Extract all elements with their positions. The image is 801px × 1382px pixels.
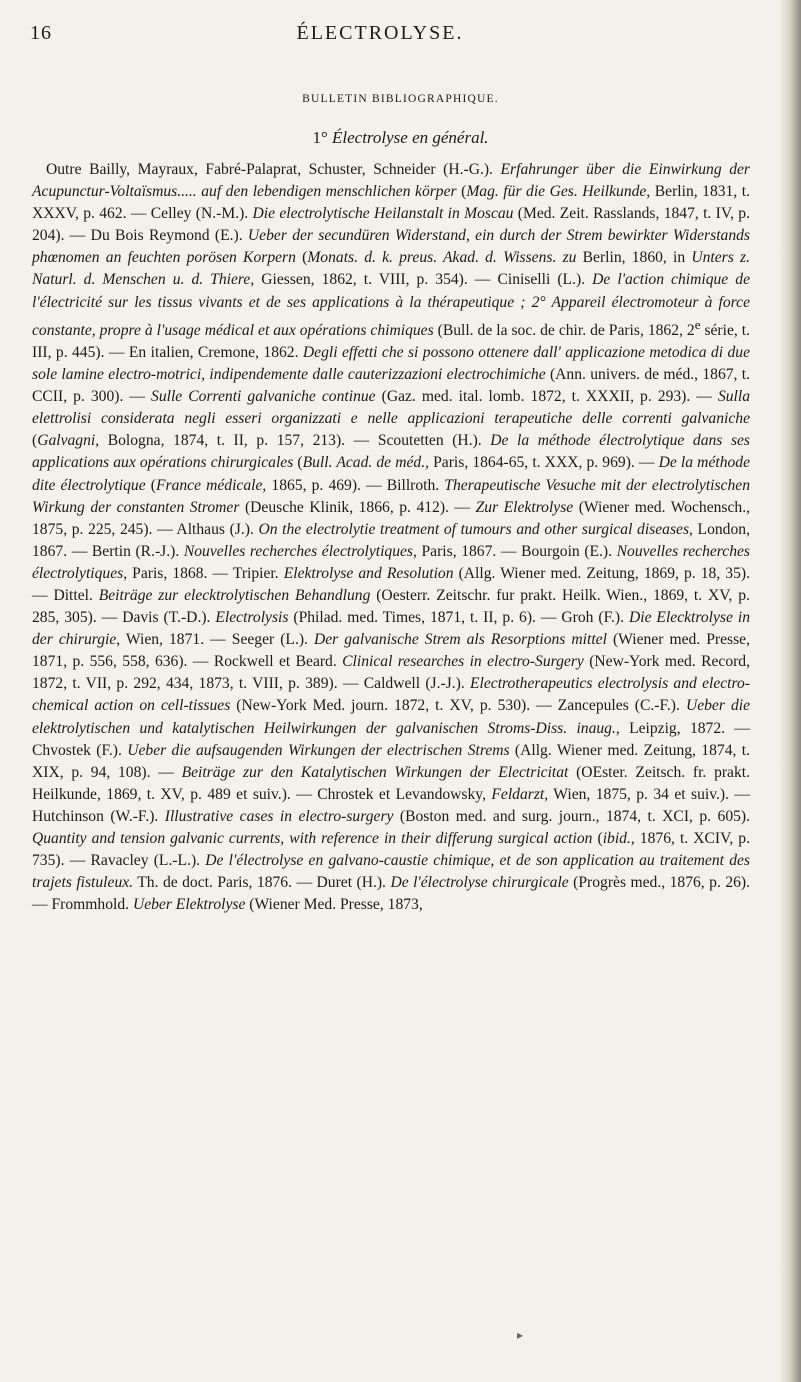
running-title: ÉLECTROLYSE. bbox=[296, 22, 464, 44]
page-number: 16 bbox=[30, 22, 52, 44]
subsection-heading bbox=[0, 128, 801, 148]
ink-speck: ▸ bbox=[517, 1328, 524, 1342]
page-header bbox=[30, 22, 730, 46]
subsection-title: Électrolyse en général. bbox=[332, 128, 489, 147]
bibliography-paragraph: Outre Bailly, Mayraux, Fabré-Palaprat, Schuster, Schneider (H.-G.). Erfahrunger über die Einwirkung der Acupunctur-Voltaïsmus..... auf den lebendigen menschlichen körper (Mag. für die Ges. Heilkunde, Berlin, 1831, t. XXXV, p. 462. — Celley (N.-M.). Die electrolytische Heilanstalt in Moscau (Med. Zeit. Rasslands, 1847, t. IV, p. 204). — Du Bois Reymond (E.). Ueber der secundüren Widerstand, ein durch der Strem bewirkter Widerstands phœnomen an feuchten porösen Korpern (Monats. d. k. preus. Akad. d. Wissens. zu Berlin, 1860, in Unters z. Naturl. d. Menschen u. d. Thiere, Giessen, 1862, t. VIII, p. 354). — Ciniselli (L.). De l'action chimique de l'électricité sur les tissus vivants et de ses applications à la thérapeutique ; 2° Appareil électromoteur à force constante, propre à l'usage médical et aux opérations chimiques (Bull. de la soc. de chir. de Paris, 1862, 2e série, t. III, p. 445). — En italien, Cremone, 1862. Degli effetti che si possono ottenere dall' applicazione metodica di due sole lamine electro-motrici, indipendemente dalle cauterizzazioni electrochimiche (Ann. univers. de méd., 1867, t. CCII, p. 300). — Sulle Correnti galvaniche continue (Gaz. med. ital. lomb. 1872, t. XXXII, p. 293). — Sulla elettrolisi considerata negli esseri organizzati e nelle applicazioni terapeutiche delle correnti galvaniche (Galvagni, Bologna, 1874, t. II, p. 157, 213). — Scoutetten (H.). De la méthode électrolytique dans ses applications aux opérations chirurgicales (Bull. Acad. de méd., Paris, 1864-65, t. XXX, p. 969). — De la méthode dite électrolytique (France médicale, 1865, p. 469). — Billroth. Therapeutische Vesuche mit der electrolytischen Wirkung der constanten Stromer (Deusche Klinik, 1866, p. 412). — Zur Elektrolyse (Wiener med. Wochensch., 1875, p. 225, 245). — Althaus (J.). On the electrolytie treatment of tumours and other surgical diseases, London, 1867. — Bertin (R.-J.). Nouvelles recherches électrolytiques, Paris, 1867. — Bourgoin (E.). Nouvelles recherches électrolytiques, Paris, 1868. — Tripier. Elektrolyse and Resolution (Allg. Wiener med. Zeitung, 1869, p. 18, 35). — Dittel. Beiträge zur elecktrolytischen Behandlung (Oesterr. Zeitschr. fur prakt. Heilk. Wien., 1869, t. XV, p. 285, 305). — Davis (T.-D.). Electrolysis (Philad. med. Times, 1871, t. II, p. 6). — Groh (F.). Die Elecktrolyse in der chirurgie, Wien, 1871. — Seeger (L.). Der galvanische Strem als Resorptions mittel (Wiener med. Presse, 1871, p. 556, 558, 636). — Rockwell et Beard. Clinical researches in electro-Surgery (New-York med. Record, 1872, t. VII, p. 292, 434, 1873, t. VIII, p. 389). — Caldwell (J.-J.). Electrotherapeutics electrolysis and electro-chemical action on cell-tissues (New-York Med. journ. 1872, t. XV, p. 530). — Zancepules (C.-F.). Ueber die elektrolytischen und katalytischen Heilwirkungen der galvanischen Stroms-Diss. inaug., Leipzig, 1872. — Chvostek (F.). Ueber die aufsaugenden Wirkungen der electrischen Strems (Allg. Wiener med. Zeitung, 1874, t. XIX, p. 94, 108). — Beiträge zur den Katalytischen Wirkungen der Electricitat (OEster. Zeitsch. fr. prakt. Heilkunde, 1869, t. XV, p. 489 et suiv.). — Chrostek et Levandowsky, Feldarzt, Wien, 1875, p. 34 et suiv.). — Hutchinson (W.-F.). Illustrative cases in electro-surgery (Boston med. and surg. journ., 1874, t. XCI, p. 605). Quantity and tension galvanic currents, with reference in their differung surgical action (ibid., 1876, t. XCIV, p. 735). — Ravacley (L.-L.). De l'électrolyse en galvano-caustie chimique, et de son application au traitement des trajets fistuleux. Th. de doct. Paris, 1876. — Duret (H.). De l'électrolyse chirurgicale (Progrès med., 1876, p. 26). — Frommhold. Ueber Elektrolyse (Wiener Med. Presse, 1873, bbox=[32, 161, 751, 914]
subsection-number: 1° bbox=[312, 128, 328, 147]
bibliography-text bbox=[32, 159, 750, 916]
page-binding-edge bbox=[779, 0, 801, 1382]
section-heading: BULLETIN BIBLIOGRAPHIQUE. bbox=[302, 93, 499, 105]
